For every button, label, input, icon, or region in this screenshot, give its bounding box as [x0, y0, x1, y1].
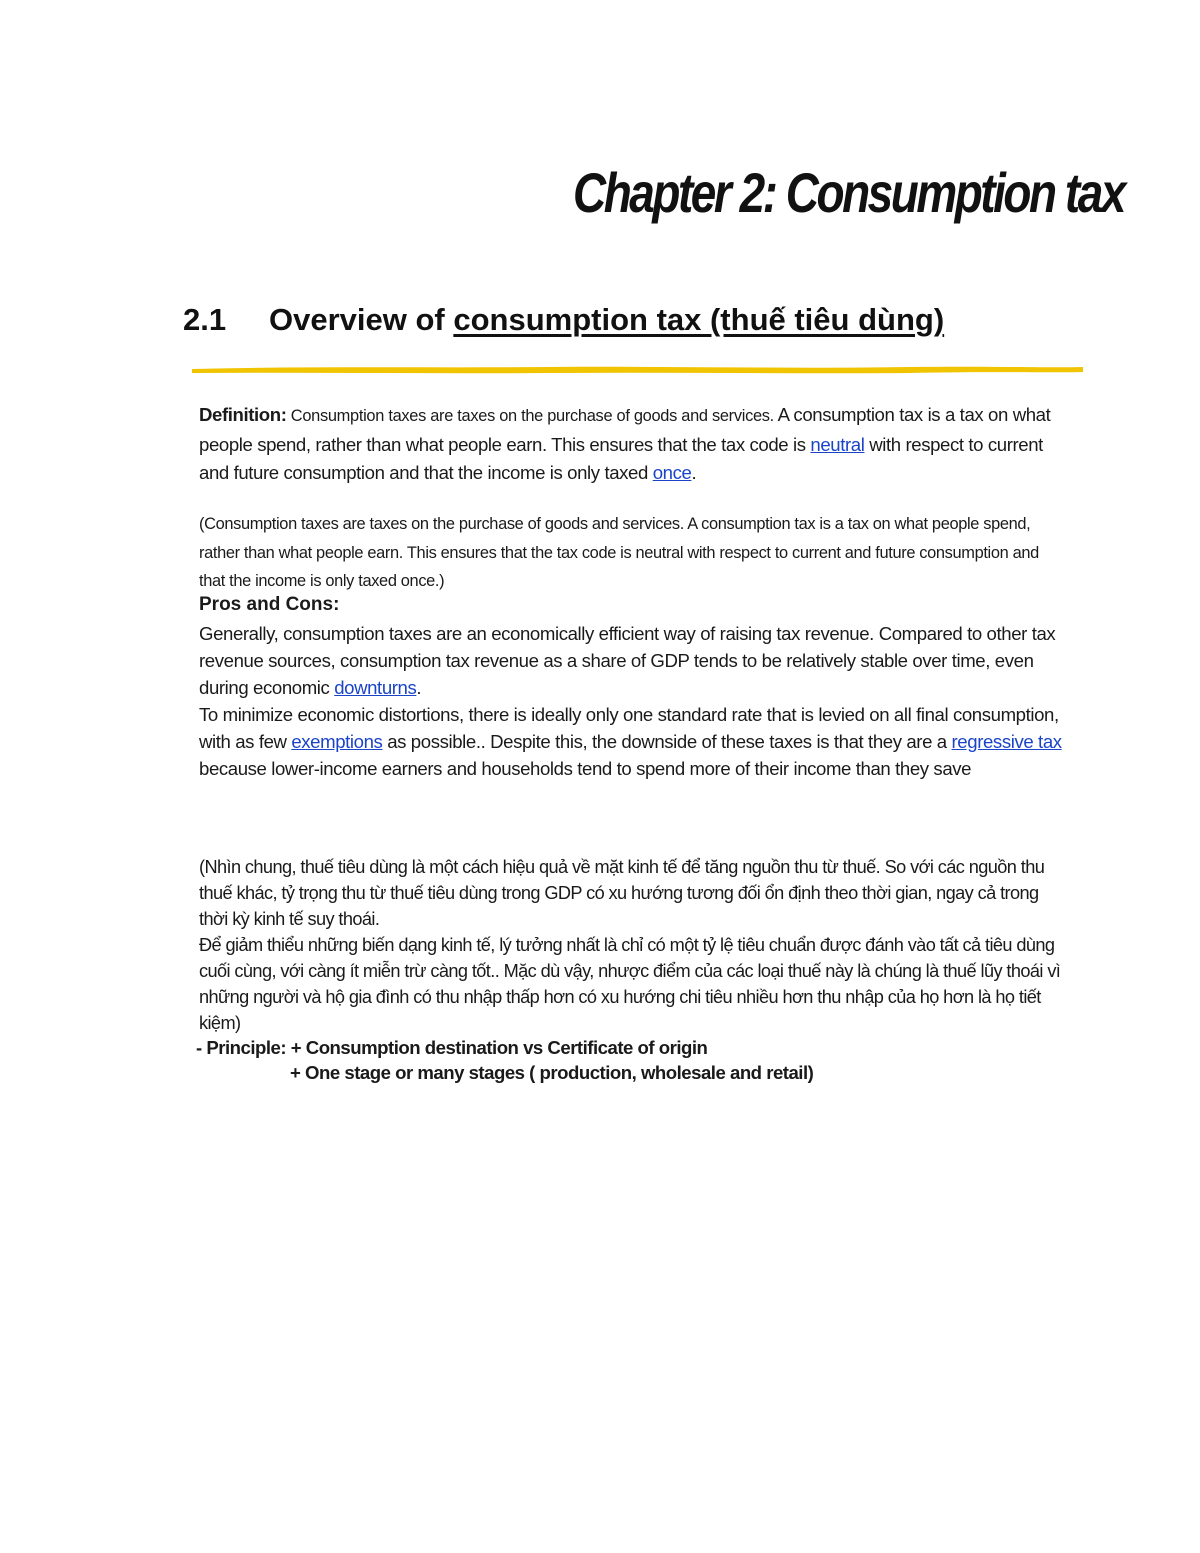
definition-text-2: with respect to current and future consumption and that the income is only taxed: [199, 433, 1043, 483]
section-title-underlined: consumption tax (thuế tiêu dùng): [453, 302, 945, 337]
vietnamese-paragraph-1: (Nhìn chung, thuế tiêu dùng là một cách hiệu quả về mặt kinh tế để tăng nguồn thu từ thuế. So với các nguồn thu thuế khác, tỷ trọng thu từ thuế tiêu dùng trong GDP có xu hướng tương đối ổn định theo thời gian, ngay cả trong thời kỳ kinh tế suy thoái.: [199, 857, 1045, 929]
pros-paragraph-1: [199, 620, 1069, 701]
section-number: 2.1: [183, 302, 227, 337]
definition-text-3: .: [691, 462, 697, 483]
principle-block: [196, 1035, 813, 1085]
yellow-rule-divider: [190, 360, 1085, 380]
definition-label: Definition:: [199, 404, 287, 425]
vietnamese-translation: [199, 854, 1069, 1036]
link-exemptions[interactable]: exemptions: [291, 731, 383, 752]
chapter-title: Chapter 2: Consumption tax: [573, 161, 1124, 224]
pros-p2-text-2: as possible.. Despite this, the downside of these taxes is that they are a: [382, 731, 952, 752]
definition-repeat-paragraph: (Consumption taxes are taxes on the purchase of goods and services. A consumption tax is a tax on what people spend, rather than what people earn. This ensures that the tax code is neutral with respect to current and future consumption and that the income is only taxed once.): [199, 515, 1039, 590]
pros-p2-text-1: To minimize economic distortions, there is ideally only one standard rate that is levied on all final consumption, with as few: [199, 704, 1059, 752]
definition-paragraph: [199, 401, 1069, 488]
vietnamese-paragraph-2: Để giảm thiểu những biến dạng kinh tế, lý tưởng nhất là chỉ có một tỷ lệ tiêu chuẩn được đánh vào tất cả tiêu dùng cuối cùng, với càng ít miễn trừ càng tốt.. Mặc dù vậy, nhược điểm của các loại thuế này là chúng là thuế lũy thoái vì những người và hộ gia đình có thu nhập thấp hơn có xu hướng chi tiêu nhiều hơn thu nhập của họ hơn là họ tiết kiệm): [199, 935, 1061, 1033]
definition-lead: Consumption taxes are taxes on the purchase of goods and services.: [286, 407, 774, 425]
definition-text-1: A consumption tax is a tax on what people spend, rather than what people earn. This ensures that the tax code is: [199, 404, 1051, 455]
link-neutral[interactable]: neutral: [810, 433, 865, 455]
principle-line-1: - Principle: + Consumption destination vs Certificate of origin: [196, 1037, 708, 1058]
link-regressive-tax[interactable]: regressive tax: [951, 731, 1062, 752]
pros-p2-text-3: because lower-income earners and households tend to spend more of their income than they save: [199, 758, 972, 779]
link-once[interactable]: once: [652, 462, 692, 483]
rule-stroke: [192, 367, 1083, 374]
section-heading: [183, 302, 944, 338]
pros-cons-body: [199, 620, 1069, 782]
principle-line-2: + One stage or many stages ( production, wholesale and retail): [290, 1062, 814, 1083]
pros-cons-heading: Pros and Cons:: [199, 594, 340, 615]
section-title-prefix: Overview of: [269, 302, 454, 337]
pros-p1-end: .: [416, 677, 422, 698]
link-downturns[interactable]: downturns: [334, 677, 417, 698]
pros-paragraph-2: [199, 701, 1069, 782]
pros-p1-text: Generally, consumption taxes are an economically efficient way of raising tax revenue. Compared to other tax revenue sources, consumption tax revenue as a share of GDP tends to be relatively stable over time, even during economic: [199, 623, 1056, 698]
